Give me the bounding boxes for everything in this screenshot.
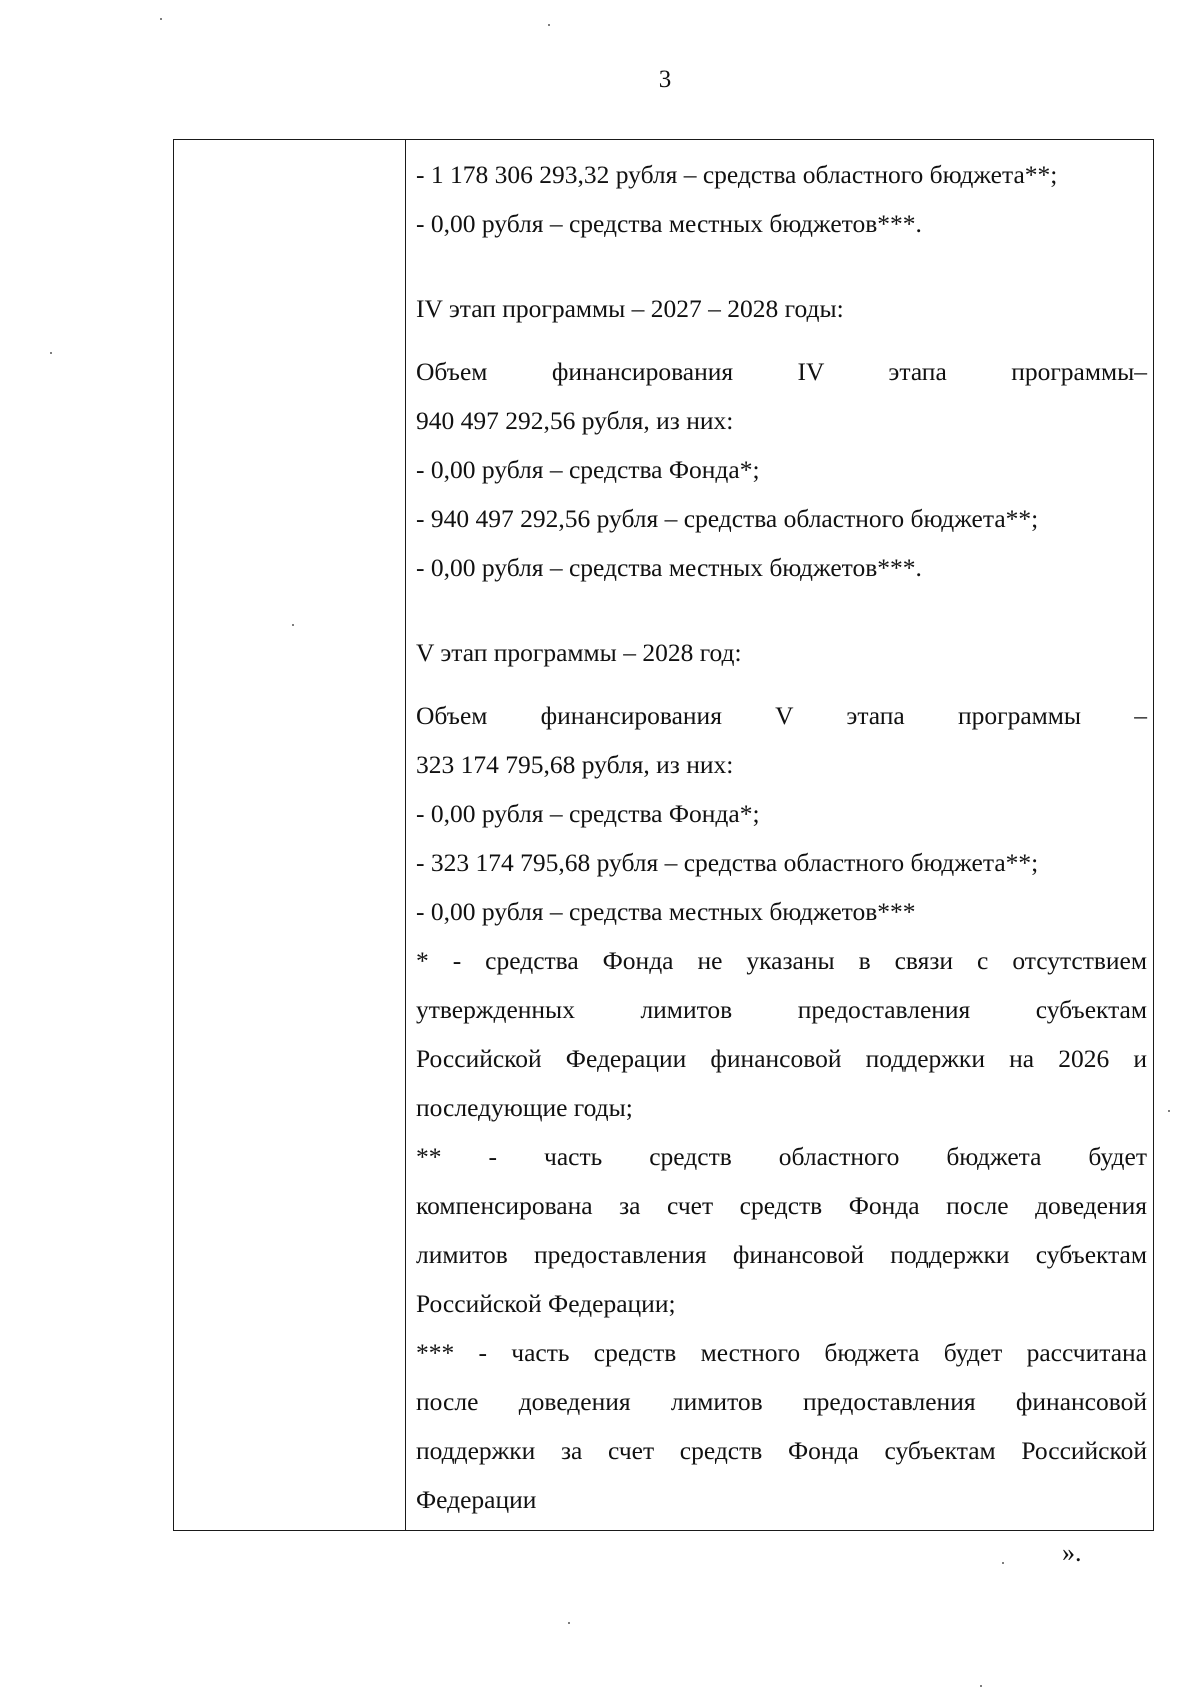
footnote-line: Российской Федерации финансовой поддержки на 2026 и [416,1044,1147,1073]
stage5-volume-line [416,691,1147,740]
footnote-line: ** - часть средств областного бюджета будет [416,1142,1147,1171]
page-number: 3 [658,66,672,93]
scan-speck [548,24,550,26]
stage5-heading: V этап программы – 2028 год: [416,638,742,667]
stage4-volume-line [416,347,1147,396]
scan-speck [292,624,294,626]
stage4-volume-dash: – [1134,357,1148,386]
scan-speck [50,352,52,354]
footnote-line: компенсирована за счет средств Фонда после доведения [416,1191,1147,1220]
stage4-regional-budget-line: - 940 497 292,56 рубля – средства областного бюджета**; [416,504,1039,533]
footnote-regional-budget [416,1132,1147,1328]
table-left-cell [174,140,406,1530]
table-right-cell [406,140,1153,1530]
stage5-volume-amount: 323 174 795,68 рубля, из них: [416,750,734,779]
stage5-volume-word: этапа [846,701,905,730]
scan-speck [1168,1110,1170,1112]
stage5-local-budget-line: - 0,00 рубля – средства местных бюджетов*** [416,897,916,926]
stage3-regional-budget-line: - 1 178 306 293,32 рубля – средства областного бюджета**; [416,160,1058,189]
stage5-volume-dash: – [1134,701,1148,730]
footnote-line: утвержденных лимитов предоставления субъектам [416,995,1147,1024]
stage4-local-budget-line: - 0,00 рубля – средства местных бюджетов***. [416,553,922,582]
footnote-line: Российской Федерации; [416,1289,676,1318]
stage5-volume-word: Объем [416,701,488,730]
footnote-line: после доведения лимитов предоставления финансовой [416,1387,1147,1416]
stage4-heading: IV этап программы – 2027 – 2028 годы: [416,294,844,323]
scan-speck [160,18,162,20]
stage5-volume-word: программы [957,701,1082,730]
document-table [173,139,1154,1531]
footnote-line: поддержки за счет средств Фонда субъектам Российской [416,1436,1147,1465]
stage3-local-budget-line: - 0,00 рубля – средства местных бюджетов***. [416,209,922,238]
scan-speck [1002,1562,1004,1564]
footnote-line: * - средства Фонда не указаны в связи с отсутствием [416,946,1147,975]
footnote-line: лимитов предоставления финансовой поддержки субъектам [416,1240,1147,1269]
footnote-line: последующие годы; [416,1093,633,1122]
stage4-volume-word: IV [797,357,824,386]
footnote-local-budget [416,1328,1147,1524]
stage4-fund-line: - 0,00 рубля – средства Фонда*; [416,455,760,484]
footnote-line: *** - часть средств местного бюджета будет рассчитана [416,1338,1147,1367]
closing-quote: ». [1062,1538,1082,1567]
stage4-volume-amount: 940 497 292,56 рубля, из них: [416,406,734,435]
stage5-regional-budget-line: - 323 174 795,68 рубля – средства областного бюджета**; [416,848,1039,877]
stage5-volume-word: V [775,701,794,730]
stage4-volume-word: программы [1011,357,1135,386]
stage5-fund-line: - 0,00 рубля – средства Фонда*; [416,799,760,828]
footnote-fund [416,936,1147,1132]
stage5-volume-word: финансирования [540,701,722,730]
stage4-volume-word: Объем [416,357,488,386]
scan-speck [980,1685,982,1687]
footnote-line: Федерации [416,1485,537,1514]
stage4-volume-word [1011,357,1147,386]
scan-speck [568,1622,570,1624]
stage4-volume-word: финансирования [551,357,734,386]
stage4-volume-word: этапа [888,357,947,386]
